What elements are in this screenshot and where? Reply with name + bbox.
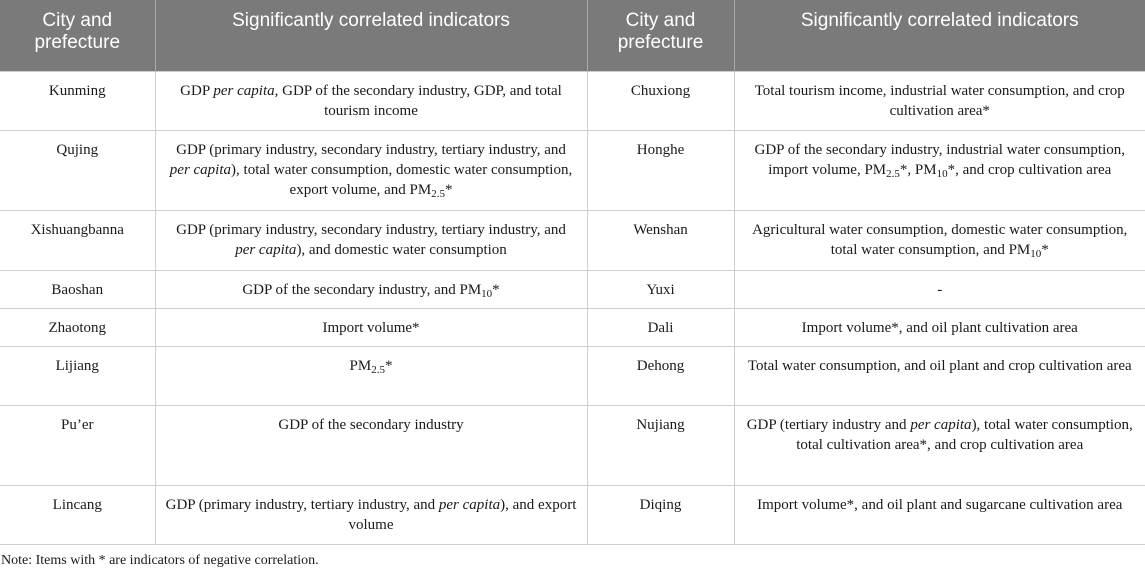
italic-text: per capita: [438, 496, 501, 513]
city-cell-right: Dehong: [587, 346, 734, 405]
header-row: [0, 0, 1145, 71]
table-row: [0, 210, 1145, 270]
city-cell-left: Baoshan: [0, 270, 155, 308]
indicators-cell-left: GDP (primary industry, secondary industry, tertiary industry, and per capita), total water consumption, domestic water consumption, export volume, and $PM_{2.5}*$: [155, 130, 587, 210]
indicators-cell-left: GDP per capita, GDP of the secondary industry, GDP, and total tourism income: [155, 71, 587, 130]
city-cell-left: Pu’er: [0, 405, 155, 485]
italic-text: per capita: [910, 416, 972, 433]
table-row: [0, 346, 1145, 405]
subscript-text: 10: [936, 167, 948, 180]
subscript-text: 10: [481, 287, 493, 300]
indicators-cell-left: $PM_{2.5}*$: [155, 346, 587, 405]
city-cell-left: Qujing: [0, 130, 155, 210]
indicators-cell-left: Import volume*: [155, 308, 587, 346]
city-cell-right: Diqing: [587, 485, 734, 544]
city-cell-right: Nujiang: [587, 405, 734, 485]
italic-text: per capita: [169, 161, 232, 178]
table-note: Note: Items with * are indicators of negative correlation.: [1, 552, 319, 568]
header-city-right: City and prefecture: [587, 0, 734, 71]
city-cell-right: Honghe: [587, 130, 734, 210]
subscript-text: 2.5: [886, 167, 900, 180]
table-row: [0, 71, 1145, 130]
subscript-text: 2.5: [371, 363, 385, 376]
indicators-cell-right: Import volume*, and oil plant and sugarcane cultivation area: [734, 485, 1145, 544]
table-row: [0, 405, 1145, 485]
header-indicators-right: Significantly correlated indicators: [734, 0, 1145, 71]
indicators-cell-right: GDP (tertiary industry and per capita), total water consumption, total cultivation area*, and crop cultivation area: [734, 405, 1145, 485]
header-city-left: City and prefecture: [0, 0, 155, 71]
indicators-cell-left: GDP of the secondary industry: [155, 405, 587, 485]
indicators-cell-left: GDP (primary industry, secondary industry, tertiary industry, and per capita), and domestic water consumption: [155, 210, 587, 270]
italic-text: per capita: [213, 82, 275, 99]
city-cell-left: Kunming: [0, 71, 155, 130]
table-header: [0, 0, 1145, 71]
table-row: [0, 130, 1145, 210]
table-row: [0, 270, 1145, 308]
city-cell-right: Yuxi: [587, 270, 734, 308]
indicators-cell-right: Total tourism income, industrial water consumption, and crop cultivation area*: [734, 71, 1145, 130]
city-cell-left: Lincang: [0, 485, 155, 544]
indicators-cell-right: Import volume*, and oil plant cultivation area: [734, 308, 1145, 346]
indicators-cell-right: Total water consumption, and oil plant and crop cultivation area: [734, 346, 1145, 405]
table-row: [0, 485, 1145, 544]
indicators-cell-right: -: [734, 270, 1145, 308]
indicators-cell-right: Agricultural water consumption, domestic water consumption, total water consumption, and $PM_{10}*$: [734, 210, 1145, 270]
city-cell-left: Lijiang: [0, 346, 155, 405]
city-cell-right: Dali: [587, 308, 734, 346]
city-cell-left: Xishuangbanna: [0, 210, 155, 270]
italic-text: per capita: [235, 241, 297, 258]
subscript-text: 2.5: [431, 187, 445, 200]
table-row: [0, 308, 1145, 346]
city-cell-right: Wenshan: [587, 210, 734, 270]
table-body: [0, 71, 1145, 544]
indicators-cell-left: GDP (primary industry, tertiary industry, and per capita), and export volume: [155, 485, 587, 544]
city-cell-right: Chuxiong: [587, 71, 734, 130]
header-indicators-left: Significantly correlated indicators: [155, 0, 587, 71]
indicators-cell-right: GDP of the secondary industry, industrial water consumption, import volume, $PM_{2.5}*$, $PM_{10}*$, and crop cultivation area: [734, 130, 1145, 210]
indicators-cell-left: GDP of the secondary industry, and $PM_{10}*$: [155, 270, 587, 308]
city-cell-left: Zhaotong: [0, 308, 155, 346]
subscript-text: 10: [1030, 247, 1042, 260]
